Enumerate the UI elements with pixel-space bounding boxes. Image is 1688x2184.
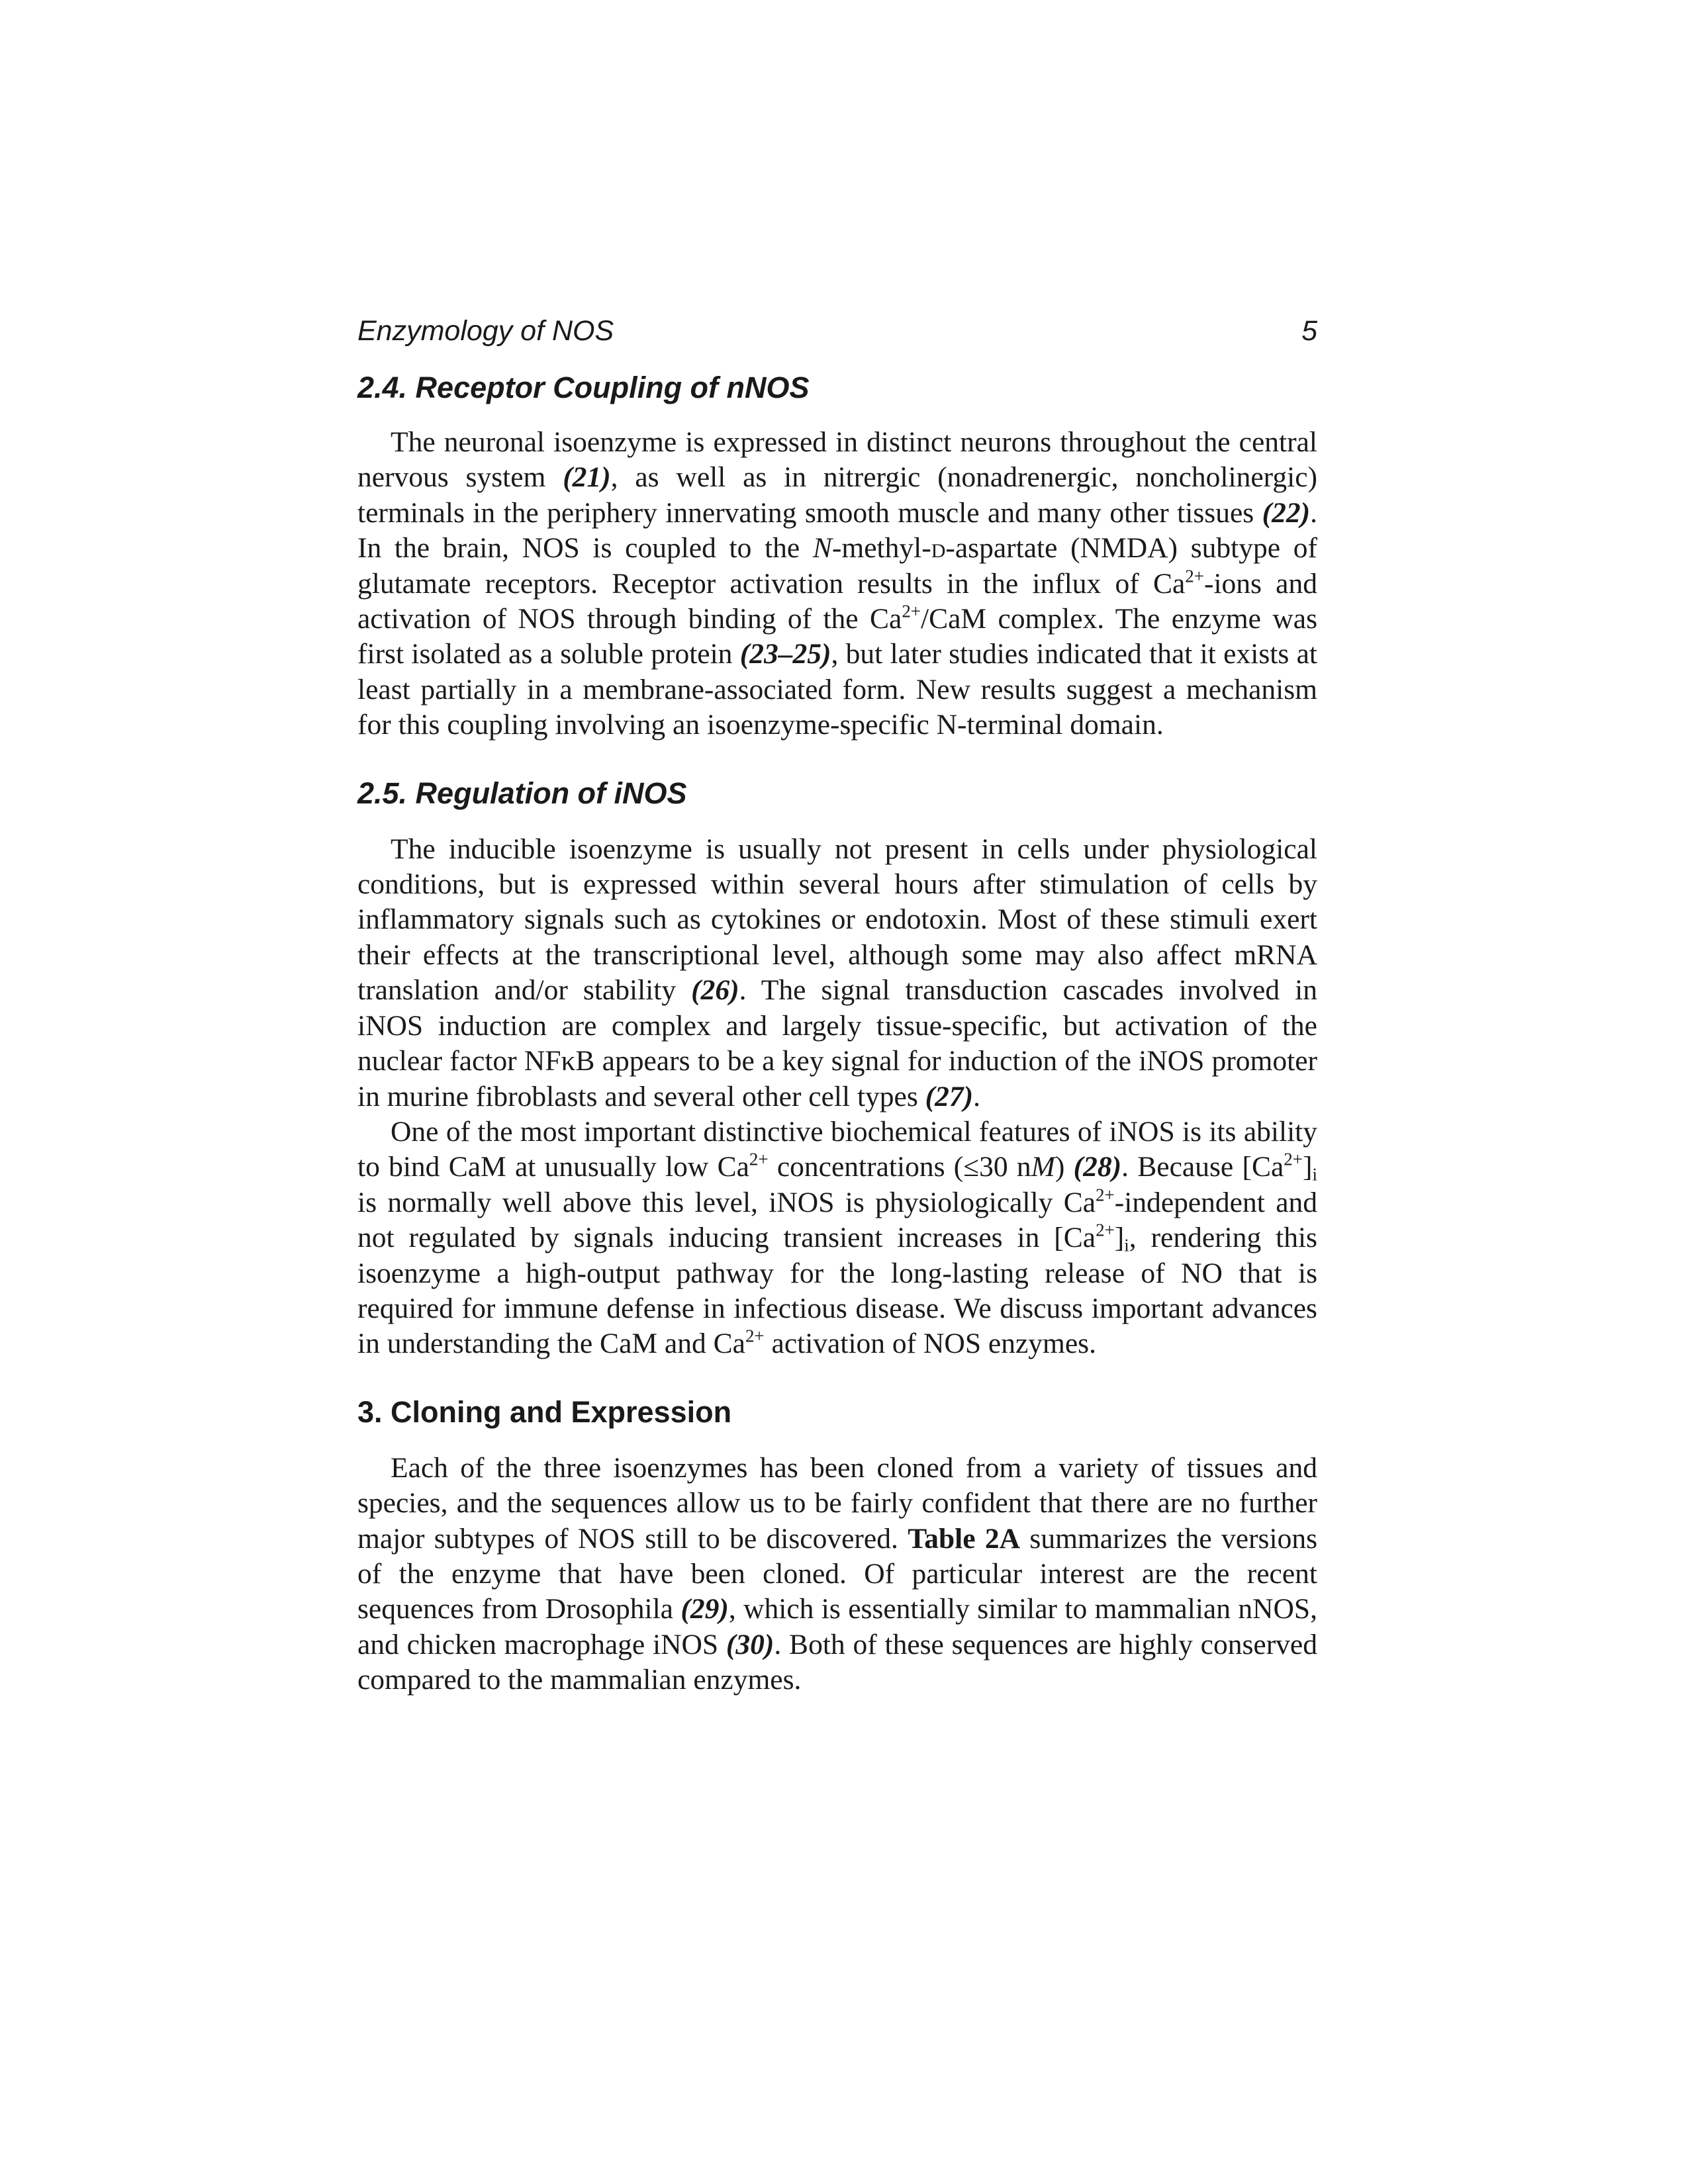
text-span: , which is essentially similar to mammalian nNOS, and chicken macrophage iNOS	[357, 1593, 1317, 1661]
small-caps-symbol: d	[931, 532, 946, 565]
citation-ref: (21)	[563, 461, 611, 494]
text-span: -aspartate (NMDA) subtype of glutamate receptors. Receptor activation results in the influx of Ca	[357, 532, 1317, 600]
superscript: 2+	[902, 601, 921, 621]
table-reference: Table 2A	[908, 1522, 1021, 1555]
paragraph-cloning	[357, 1451, 1317, 1698]
citation-ref: (28)	[1073, 1151, 1122, 1183]
text-span: -independent and not regulated by signals inducing transient increases in [Ca	[357, 1186, 1318, 1254]
section-heading-2-5: 2.5. Regulation of iNOS	[357, 776, 687, 810]
italic-symbol: M	[1031, 1151, 1055, 1183]
page-number: 5	[1301, 315, 1317, 347]
text-span: .	[973, 1080, 981, 1113]
text-span: . Because [Ca	[1121, 1151, 1284, 1183]
citation-ref: (23–25)	[739, 638, 831, 670]
section-heading-2-4: 2.4. Receptor Coupling of nNOS	[357, 371, 810, 404]
superscript: 2+	[745, 1326, 765, 1346]
text-span: . The signal transduction cascades involved in iNOS induction are complex and largely tissue-specific, but activation of the nuclear factor NFκB appears to be a key signal for induction of the iNOS promoter in murine fibroblasts and several other cell types	[357, 974, 1317, 1113]
text-span: . In the brain, NOS is coupled to the	[357, 496, 1317, 565]
text-span: Each of the three isoenzymes has been cloned from a variety of tissues and species, and the sequences allow us to be fairly confident that there are no further major subtypes of NOS still to be discovered.	[357, 1451, 1317, 1555]
superscript: 2+	[1096, 1220, 1115, 1240]
text-span: -ions and activation of NOS through binding of the Ca	[357, 567, 1317, 635]
italic-symbol: N	[812, 532, 832, 565]
running-head	[357, 311, 1317, 351]
text-span: , as well as in nitrergic (nonadrenergic, noncholinergic) terminals in the periphery innervating smooth muscle and many other tissues	[357, 461, 1317, 529]
superscript: 2+	[1096, 1185, 1115, 1205]
text-span: One of the most important distinctive biochemical features of iNOS is its ability to bind CaM at unusually low Ca	[357, 1115, 1317, 1183]
text-span: ]	[1114, 1222, 1125, 1254]
subscript: i	[1312, 1165, 1317, 1185]
text-span: ]	[1303, 1151, 1313, 1183]
text-span: summarizes the versions of the enzyme that have been cloned. Of particular interest are the recent sequences from Drosophila	[357, 1522, 1317, 1625]
text-span: . Both of these sequences are highly conserved compared to the mammalian enzymes.	[357, 1628, 1317, 1696]
text-span: /CaM complex. The enzyme was first isolated as a soluble protein	[357, 603, 1317, 670]
paragraph-inos-regulation	[357, 832, 1317, 1115]
text-span: The inducible isoenzyme is usually not present in cells under physiological conditions, but is expressed within several hours after stimulation of cells by inflammatory signals such as cytokines or endotoxin. Most of these stimuli exert their effects at the transcriptional level, although some may also affect mRNA translation and/or stability	[357, 833, 1317, 1007]
citation-ref: (26)	[691, 974, 739, 1007]
citation-ref: (22)	[1262, 496, 1311, 529]
subscript: i	[1124, 1235, 1129, 1255]
text-span: , but later studies indicated that it exists at least partially in a membrane-associated form. New results suggest a mechanism for this coupling involving an isoenzyme-specific N-terminal domain.	[357, 638, 1317, 741]
text-span: The neuronal isoenzyme is expressed in distinct neurons throughout the central nervous system	[357, 426, 1317, 494]
citation-ref: (29)	[680, 1593, 729, 1625]
citation-ref: (27)	[925, 1080, 974, 1113]
section-heading-3: 3. Cloning and Expression	[357, 1394, 732, 1429]
text-span: concentrations (≤30 n	[768, 1151, 1031, 1183]
superscript: 2+	[749, 1149, 769, 1169]
citation-ref: (30)	[726, 1628, 774, 1661]
superscript: 2+	[1185, 565, 1204, 586]
text-span: activation of NOS enzymes.	[764, 1328, 1096, 1360]
text-span: )	[1055, 1151, 1074, 1183]
paragraph-inos-calcium	[357, 1115, 1317, 1362]
text-span: , rendering this isoenzyme a high-output pathway for the long-lasting release of NO that is required for immune defense in infectious disease. We discuss important advances in understanding the CaM and Ca	[357, 1222, 1317, 1360]
running-head-title: Enzymology of NOS	[357, 315, 614, 347]
text-span: -methyl-	[831, 532, 931, 565]
text-span: is normally well above this level, iNOS is physiologically Ca	[357, 1186, 1096, 1218]
page-content	[357, 311, 1317, 1698]
superscript: 2+	[1284, 1149, 1303, 1169]
paragraph-receptor-coupling	[357, 425, 1317, 743]
